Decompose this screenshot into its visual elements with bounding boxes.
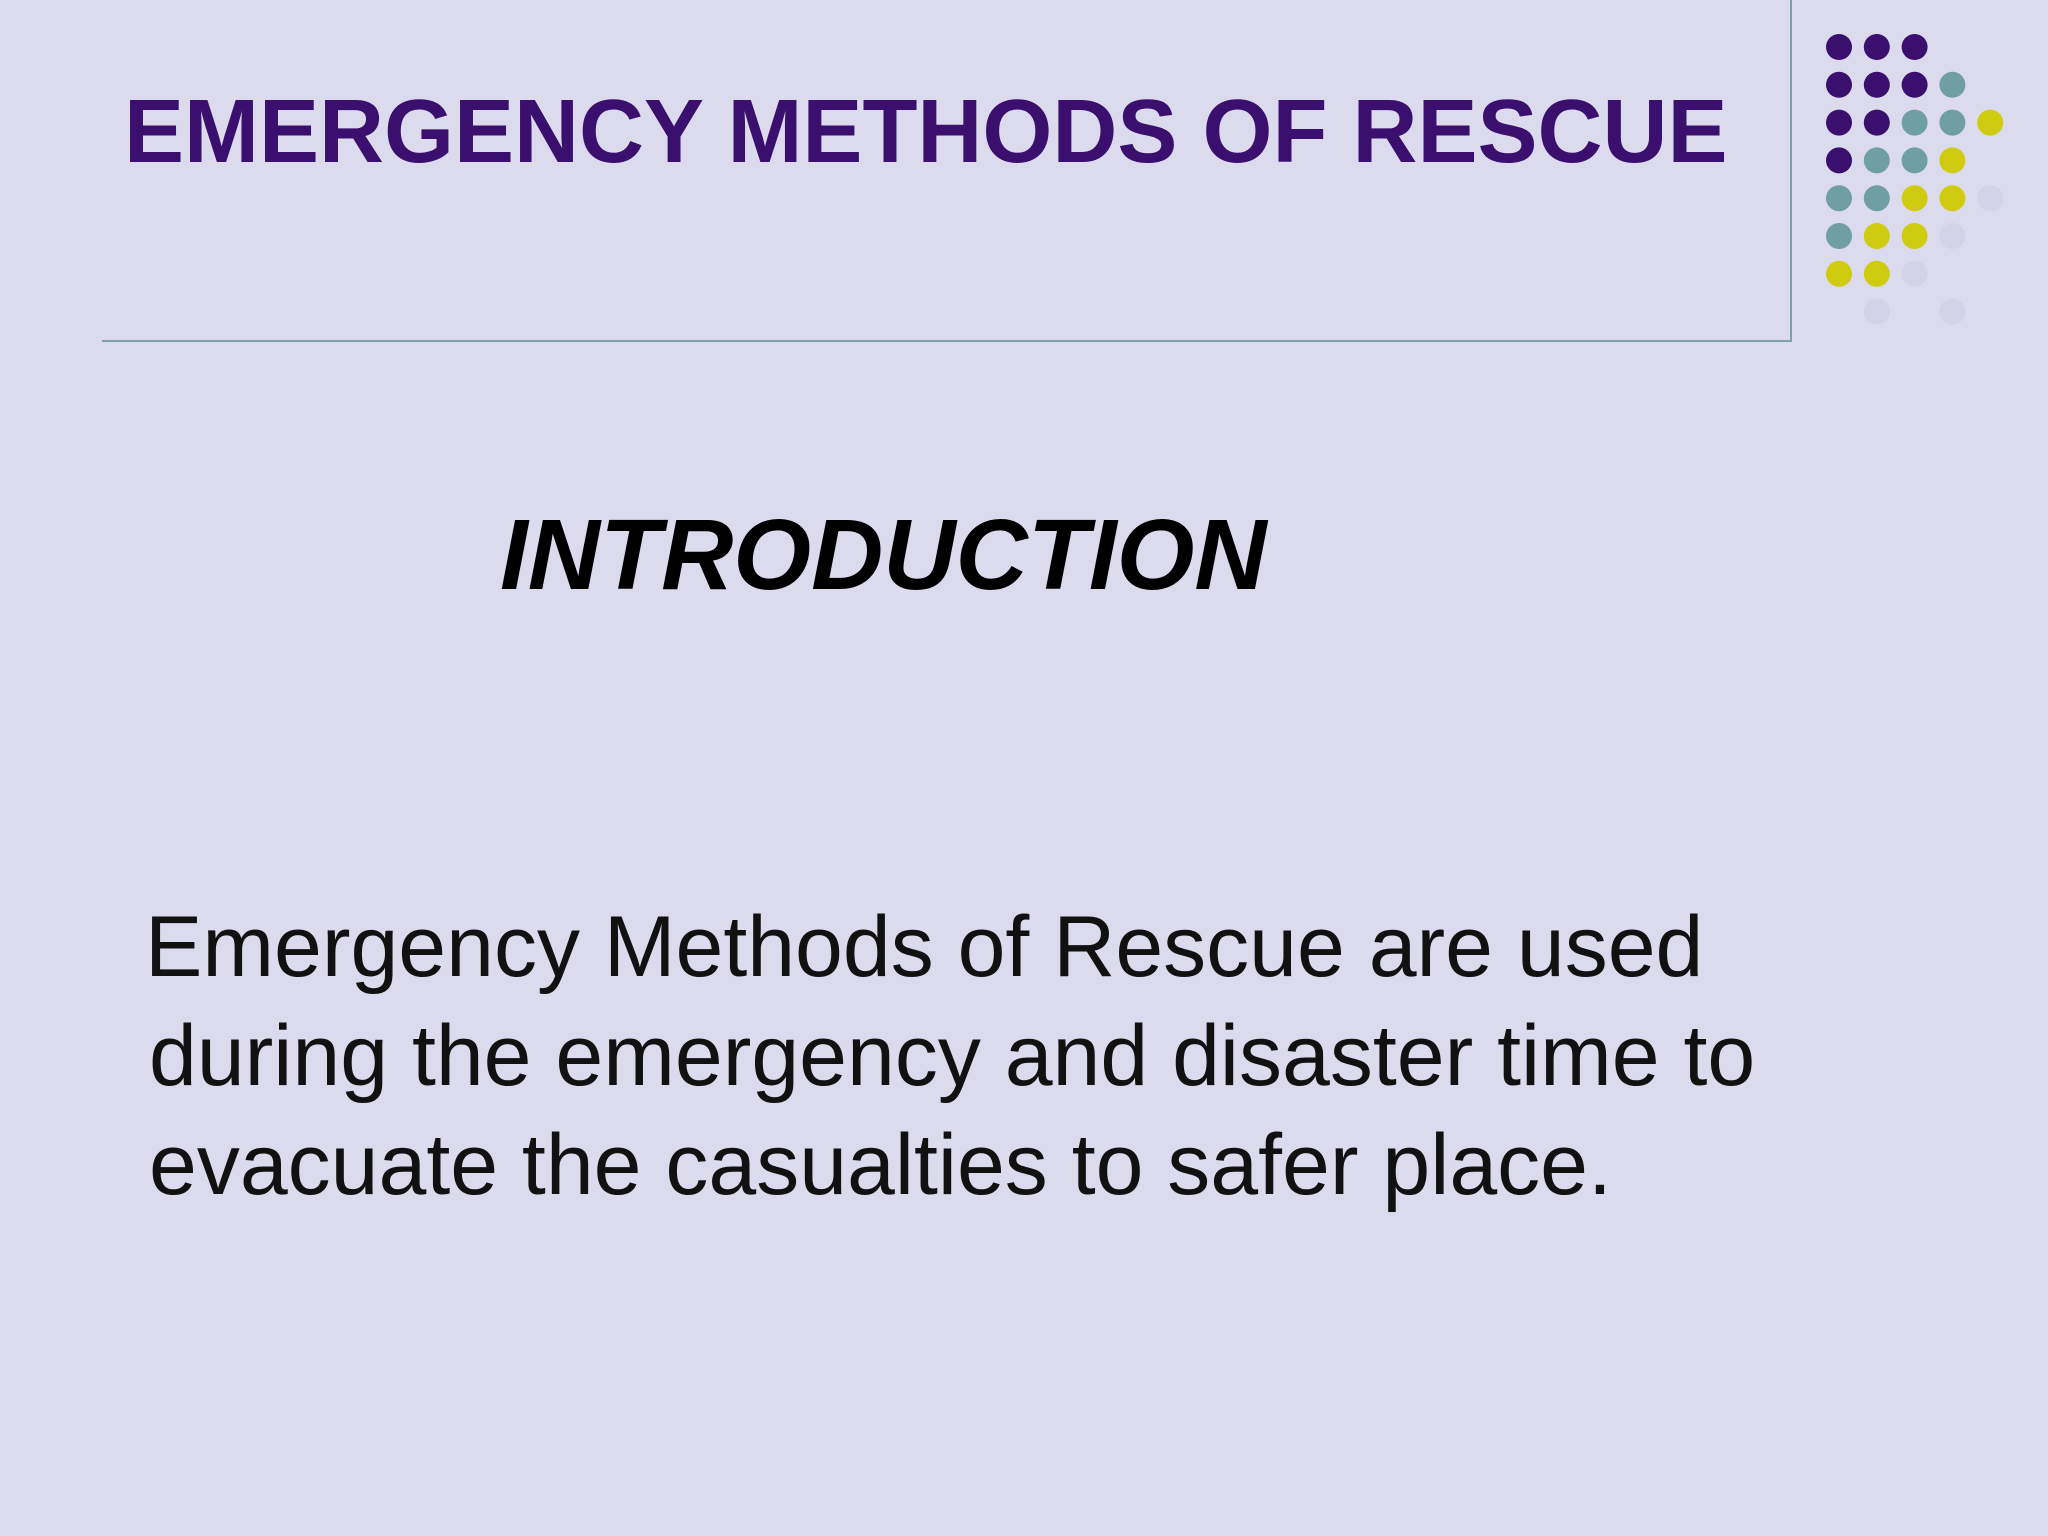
dot-yellow <box>1826 261 1852 287</box>
body-line: evacuate the casualties to safer place. <box>149 1117 1612 1213</box>
dot-faint <box>1939 223 1965 249</box>
body-line: during the emergency and disaster time to <box>149 1008 1756 1104</box>
dot-yellow <box>1939 147 1965 173</box>
dot-yellow <box>1902 185 1928 211</box>
dot-purple <box>1826 34 1852 60</box>
dot-purple <box>1826 147 1852 173</box>
body-paragraph <box>145 893 1925 1220</box>
dot-yellow <box>1977 110 2003 136</box>
dot-teal <box>1826 223 1852 249</box>
slide-subtitle: INTRODUCTION <box>500 499 1267 611</box>
decorative-dot-grid <box>0 0 2048 340</box>
dot-yellow <box>1902 223 1928 249</box>
dot-purple <box>1826 72 1852 98</box>
dot-teal <box>1939 110 1965 136</box>
dot-teal <box>1864 147 1890 173</box>
dot-faint <box>1977 185 2003 211</box>
dot-purple <box>1864 34 1890 60</box>
slide-title: EMERGENCY METHODS OF RESCUE <box>124 82 1728 182</box>
dot-purple <box>1826 110 1852 136</box>
dot-faint <box>1902 261 1928 287</box>
dot-teal <box>1826 185 1852 211</box>
dot-faint <box>1939 299 1965 325</box>
dot-teal <box>1939 72 1965 98</box>
dot-yellow <box>1864 261 1890 287</box>
dot-purple <box>1902 34 1928 60</box>
dot-teal <box>1902 147 1928 173</box>
dot-purple <box>1864 110 1890 136</box>
dot-purple <box>1902 72 1928 98</box>
dot-yellow <box>1864 223 1890 249</box>
dot-teal <box>1864 185 1890 211</box>
title-underline-rule <box>102 340 1792 342</box>
dot-faint <box>1864 299 1890 325</box>
body-line: Emergency Methods of Rescue are used <box>145 899 1704 995</box>
dot-purple <box>1864 72 1890 98</box>
dot-teal <box>1902 110 1928 136</box>
dot-yellow <box>1939 185 1965 211</box>
